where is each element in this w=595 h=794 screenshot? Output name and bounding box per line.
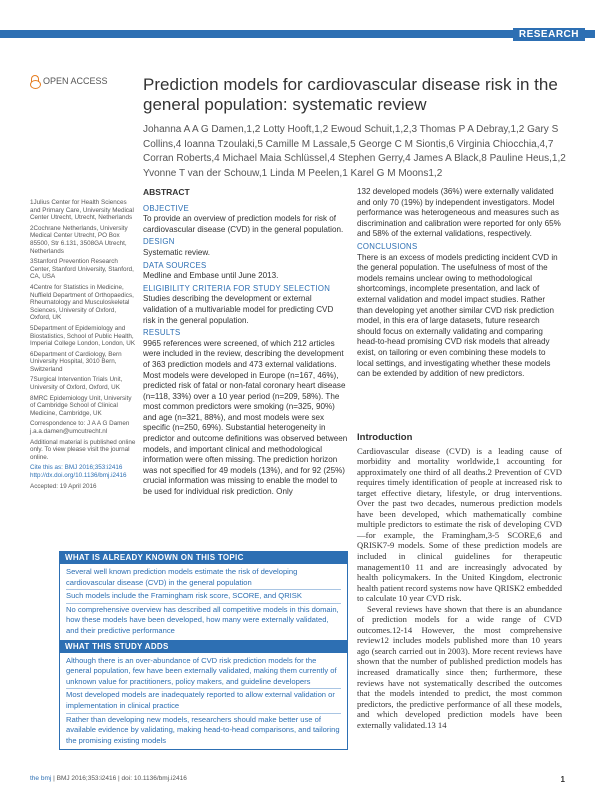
open-access-label: OPEN ACCESS — [43, 76, 108, 86]
affiliation: 6Department of Cardiology, Bern University Hospital, 3010 Bern, Switzerland — [30, 350, 122, 373]
known-item: Such models include the Framingham risk score, SCORE, and QRISK — [66, 590, 341, 604]
abstract-column-1 — [143, 187, 348, 498]
abstract-heading: ABSTRACT — [143, 187, 190, 197]
open-lock-icon — [30, 75, 39, 87]
objective-heading: OBJECTIVE — [143, 203, 190, 213]
introduction-paragraph: Cardiovascular disease (CVD) is a leading cause of morbidity and mortality worldwide,1 accounting for approximately one third of all deaths.2 Prevention of CVD requires timely identification of people at increased risk to target effective dietary, lifestyle, or drug interventions. Over the past two decades, numerous prediction models have been developed, which mathematically combine multiple predictors to estimate the risk of developing CVD—for example, the Framingham,3-5 SCORE,6 and QRISK7-9 models. Some of these prediction models are included in clinical guidelines for therapeutic management10 11 and are increasingly advocated by health policymakers. In the United Kingdom, electronic health patient record systems now have QRISK2 embedded to calculate 10 year CVD risk. — [357, 445, 563, 604]
footer-citation-text: | BMJ 2016;353:i2416 | doi: 10.1136/bmj.i2416 — [51, 775, 187, 782]
footer-citation — [30, 775, 187, 784]
design-heading: DESIGN — [143, 237, 175, 247]
conclusions-text: There is an excess of models predicting incident CVD in the general population. The usefulness of most of the models remains unclear owing to methodological shortcomings, incomplete presentation, and lack of external validation and model impact studies. Rather than developing yet another similar CVD risk prediction model, in this era of large datasets, future research should focus on externally validating and comparing head-to-head promising CVD risk models that already exist, on tailoring or even combining these models to local settings, and investigating whether these models can be extended by addition of new predictors. — [357, 252, 558, 379]
results-text: 9965 references were screened, of which 212 articles were included in the review, describing the development of 363 prediction models and 473 external validations. Most models were developed in Europe (n=167, 46%), predicted risk of fatal or non-fatal coronary heart disease (n=118, 33%) over a 10 year period (n=209, 58%). The most common predictors were smoking (n=325, 90%) and age (n=321, 88%), and most models were sex specific (n=250, 69%). Substantial heterogeneity in predictor and outcome definitions was observed between models, and important clinical and methodological information were often missing. The prediction horizon was not specified for 49 models (13%), and for 92 (25%) crucial information was missing to enable the model to be used for individual risk prediction. Only — [143, 338, 348, 497]
known-item: Several well known prediction models estimate the risk of developing cardiovascular disease (CVD) in the general population — [66, 566, 341, 590]
known-list — [59, 564, 348, 640]
eligibility-text: Studies describing the development or external validation of a multivariable model for predicting CVD risk in the general population. — [143, 294, 334, 325]
page-footer — [30, 775, 565, 784]
summary-box — [59, 551, 348, 760]
section-label: RESEARCH — [513, 28, 585, 41]
affiliation: 4Centre for Statistics in Medicine, Nuffield Department of Orthopaedics, Rheumatology and Musculoskeletal Sciences, University of Oxford, Oxford, UK — [30, 283, 134, 322]
author-list: Johanna A A G Damen,1,2 Lotty Hooft,1,2 Ewoud Schuit,1,2,3 Thomas P A Debray,1,2 Gary S Collins,4 Ioanna Tzoulaki,5 Camille M Lassale,5 George C M Siontis,6 Virginia Chiocchia,4,7 Corran Roberts,4 Michael Maia Schlüssel,4 Stephen Gerry,4 James A Black,8 Pauline Heus,1,2 Yvonne T van der Schouw,1 Linda M Peelen,1 Karel G M Moons1,2 — [143, 124, 566, 179]
accepted-date: Accepted: 19 April 2016 — [30, 482, 97, 490]
adds-item: Although there is an over-abundance of CVD risk prediction models for the general population, few have been externally validated, making them currently of unknown value for practitioners, policy makers, and guideline developers — [66, 655, 341, 690]
results-heading: RESULTS — [143, 328, 181, 338]
article-title: Prediction models for cardiovascular disease risk in the general population: systematic review — [143, 75, 558, 114]
adds-item: Most developed models are inadequately reported to allow external validation or implementation in clinical practice — [66, 689, 341, 713]
adds-heading: WHAT THIS STUDY ADDS — [59, 640, 348, 653]
results-text-continued: 132 developed models (36%) were externally validated and only 70 (19%) by independent investigators. Model performance was heterogeneous and measures such as discrimination and calibration were reported for only 65% and 58% of the external validations, respectively. — [357, 187, 561, 239]
affiliation: 5Department of Epidemiology and Biostatistics, School of Public Health, Imperial College London, London, UK — [30, 324, 136, 348]
top-color-bar — [0, 30, 595, 38]
affiliations-sidebar — [30, 199, 136, 493]
top-banner — [0, 0, 595, 40]
additional-material-note: Additional material is published online only. To view please visit the journal online. — [30, 438, 136, 461]
doi-link[interactable]: http://dx.doi.org/10.1136/bmj.i2416 — [30, 472, 127, 479]
adds-list — [59, 653, 348, 751]
known-item: No comprehensive overview has described all competitive models in this domain, how these models have been developed, how many were externally validated, and their predictive performance — [66, 604, 339, 635]
page-number: 1 — [560, 775, 565, 784]
conclusions-heading: CONCLUSIONS — [357, 241, 418, 251]
affiliation: 8MRC Epidemiology Unit, University of Cambridge School of Clinical Medicine, Cambridge, UK — [30, 394, 132, 417]
open-access-badge — [30, 75, 108, 87]
adds-item: Rather than developing new models, researchers should make better use of available evidence by validating, making head-to-head comparisons, and tailoring the promising existing models — [66, 714, 340, 745]
journal-brand: the bmj — [30, 775, 52, 782]
affiliation: 7Surgical Intervention Trials Unit, University of Oxford, Oxford, UK — [30, 376, 123, 392]
known-heading: WHAT IS ALREADY KNOWN ON THIS TOPIC — [59, 551, 348, 564]
correspondence: Correspondence to: J A A G Damen j.a.a.damen@umcutrecht.nl — [30, 420, 130, 436]
abstract-column-2 — [357, 187, 562, 380]
design-text: Systematic review. — [143, 247, 211, 257]
eligibility-heading: ELIGIBILITY CRITERIA FOR STUDY SELECTION — [143, 283, 331, 293]
introduction-section — [357, 433, 562, 730]
sources-heading: DATA SOURCES — [143, 260, 207, 270]
introduction-paragraph: Several reviews have shown that there is an abundance of prediction models for a wide range of CVD outcomes.12-14 However, the most comprehensive review12 includes models published more than 10 years ago (search carried out in 2003). More recent reviews have shown that the number of published prediction models has increased dramatically since then; furthermore, these reviews have not systematically described the outcomes that the models intended to predict, the most common predictors, the predictive performance of all these models, and which developed prediction models have been externally validated.13 14 — [357, 603, 562, 730]
introduction-heading: Introduction — [357, 432, 413, 443]
affiliation: 2Cochrane Netherlands, University Medical Center Utrecht, PO Box 85500, Str 6.131, 3508GA Utrecht, Netherlands — [30, 224, 128, 255]
cite-as: Cite this as: BMJ 2016;353:i2416 — [30, 464, 123, 472]
affiliation: 1Julius Center for Health Sciences and Primary Care, University Medical Center Utrecht, Utrecht, Netherlands — [30, 199, 134, 222]
sources-text: Medline and Embase until June 2013. — [143, 271, 279, 281]
affiliation: 3Stanford Prevention Research Center, Stanford University, Stanford, CA, USA — [30, 258, 134, 281]
objective-text: To provide an overview of prediction models for risk of cardiovascular disease (CVD) in the general population. — [143, 214, 344, 234]
